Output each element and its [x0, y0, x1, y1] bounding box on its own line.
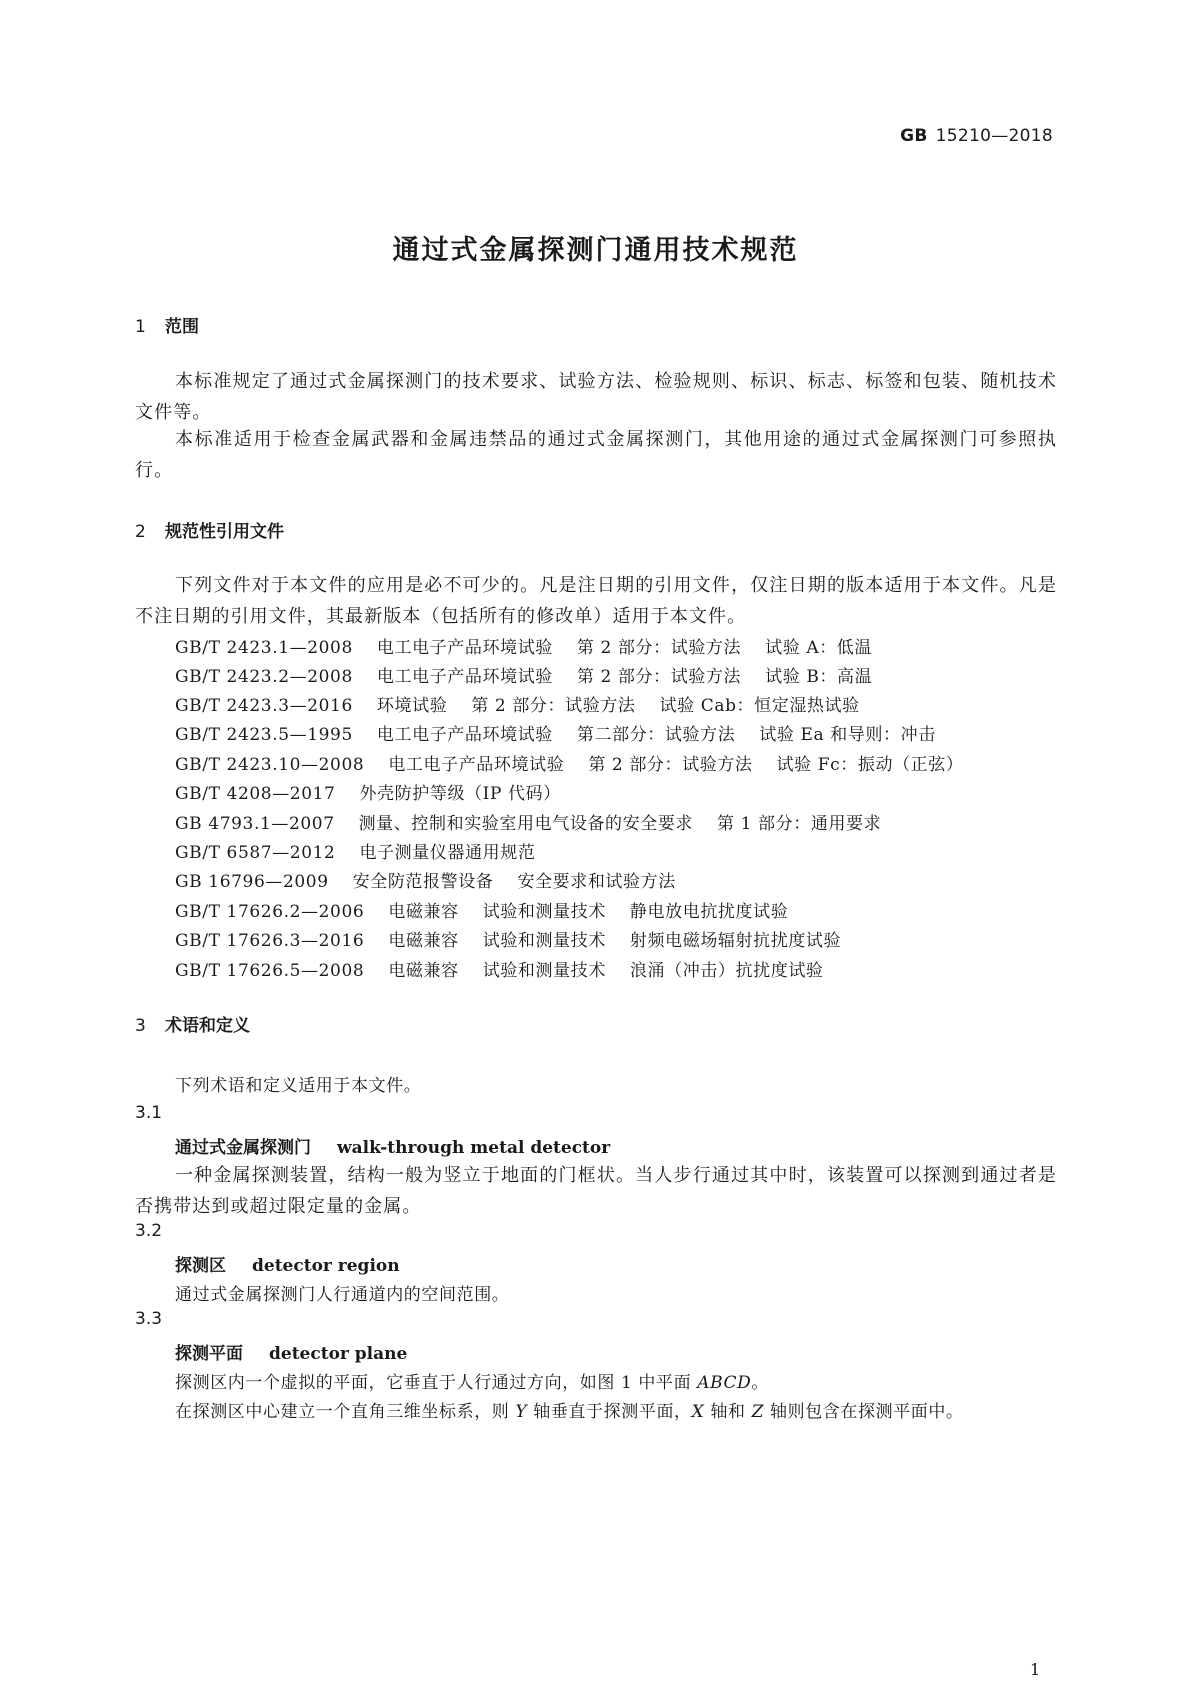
reference-item: GB/T 17626.2—2006 电磁兼容 试验和测量技术 静电放电抗扰度试验 [175, 902, 789, 922]
reference-item: GB/T 2423.1—2008 电工电子产品环境试验 第 2 部分：试验方法 试验 A：低温 [175, 638, 873, 658]
reference-item: GB 16796—2009 安全防范报警设备 安全要求和试验方法 [175, 872, 676, 892]
section-number: 3 [135, 1016, 146, 1036]
section-title: 范围 [165, 317, 199, 337]
standard-prefix: GB [900, 126, 928, 146]
standard-code: 15210—2018 [935, 126, 1053, 146]
term-heading: 探测平面 detector plane [175, 1344, 408, 1364]
page-number: 1 [1030, 1660, 1041, 1679]
section-heading-terms [135, 1011, 250, 1036]
standard-number [900, 126, 1053, 146]
term-definition: 探测区内一个虚拟的平面，它垂直于人行通过方向，如图 1 中平面 ABCD。 [175, 1373, 769, 1393]
reference-item: GB/T 2423.3—2016 环境试验 第 2 部分：试验方法 试验 Cab：恒定湿热试验 [175, 696, 860, 716]
clause-number: 3.3 [135, 1309, 163, 1329]
reference-item: GB/T 17626.5—2008 电磁兼容 试验和测量技术 浪涌（冲击）抗扰度试验 [175, 961, 824, 981]
section-number: 1 [135, 317, 146, 337]
paragraph-terms-intro: 下列术语和定义适用于本文件。 [175, 1076, 422, 1096]
reference-item: GB/T 2423.5—1995 电工电子产品环境试验 第二部分：试验方法 试验 Ea 和导则：冲击 [175, 725, 936, 745]
section-heading-normative-references [135, 517, 284, 542]
reference-item: GB/T 2423.10—2008 电工电子产品环境试验 第 2 部分：试验方法 试验 Fc：振动（正弦） [175, 755, 964, 775]
paragraph-references-intro: 下列文件对于本文件的应用是必不可少的。凡是注日期的引用文件，仅注日期的版本适用于本文件。凡是不注日期的引用文件，其最新版本（包括所有的修改单）适用于本文件。 [135, 575, 1057, 627]
section-title: 术语和定义 [165, 1016, 250, 1036]
reference-item: GB/T 4208—2017 外壳防护等级（IP 代码） [175, 784, 561, 804]
clause-number: 3.1 [135, 1103, 163, 1123]
reference-item: GB/T 2423.2—2008 电工电子产品环境试验 第 2 部分：试验方法 试验 B：高温 [175, 667, 873, 687]
paragraph-scope-2: 本标准适用于检查金属武器和金属违禁品的通过式金属探测门，其他用途的通过式金属探测门可参照执行。 [135, 429, 1057, 481]
term-heading: 探测区 detector region [175, 1256, 400, 1276]
term-definition: 在探测区中心建立一个直角三维坐标系，则 Y 轴垂直于探测平面，X 轴和 Z 轴则包含在探测平面中。 [175, 1402, 964, 1422]
section-title: 规范性引用文件 [165, 522, 284, 542]
document-title: 通过式金属探测门通用技术规范 [392, 235, 799, 266]
reference-item: GB/T 6587—2012 电子测量仪器通用规范 [175, 843, 536, 863]
section-heading-scope [135, 312, 199, 337]
section-number: 2 [135, 522, 146, 542]
term-definition: 通过式金属探测门人行通道内的空间范围。 [175, 1285, 510, 1305]
paragraph-scope-1: 本标准规定了通过式金属探测门的技术要求、试验方法、检验规则、标识、标志、标签和包装、随机技术文件等。 [135, 371, 1057, 423]
term-heading: 通过式金属探测门 walk-through metal detector [175, 1138, 611, 1158]
reference-item: GB/T 17626.3—2016 电磁兼容 试验和测量技术 射频电磁场辐射抗扰度试验 [175, 931, 842, 951]
term-definition: 一种金属探测装置，结构一般为竖立于地面的门框状。当人步行通过其中时，该装置可以探测到通过者是否携带达到或超过限定量的金属。 [135, 1165, 1057, 1217]
reference-item: GB 4793.1—2007 测量、控制和实验室用电气设备的安全要求 第 1 部分：通用要求 [175, 814, 882, 834]
clause-number: 3.2 [135, 1221, 163, 1241]
